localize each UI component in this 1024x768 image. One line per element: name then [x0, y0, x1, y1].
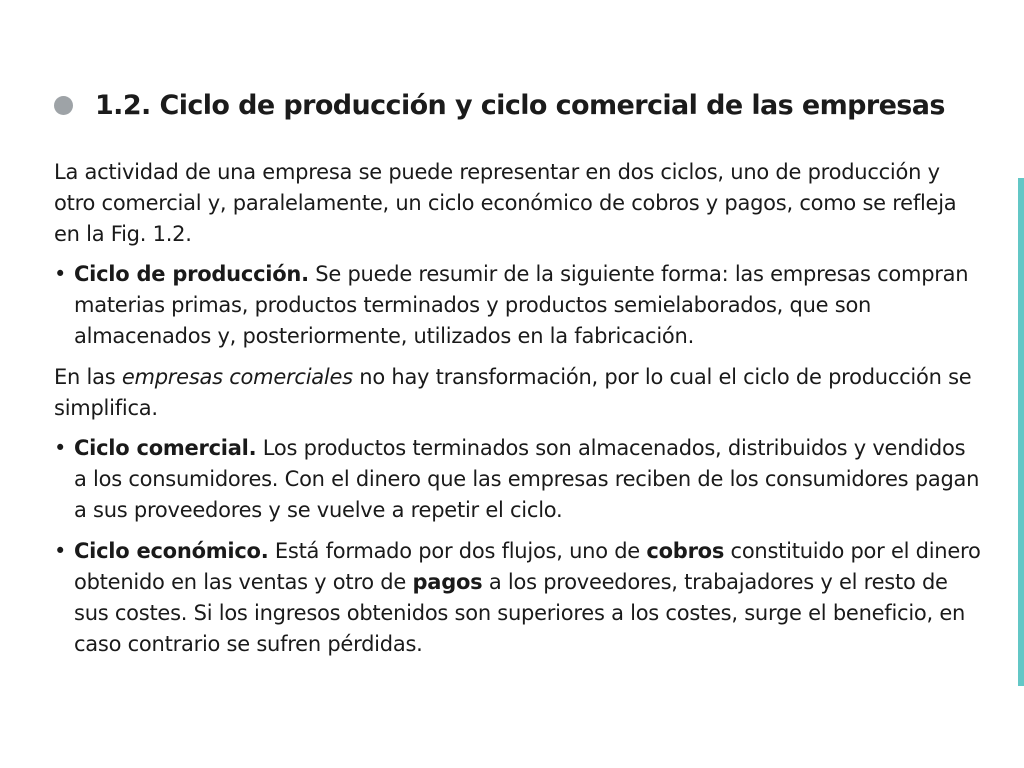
bullet-icon: •	[54, 262, 67, 286]
list-item-production-cycle	[54, 259, 984, 352]
term-commercial-cycle: Ciclo comercial.	[74, 436, 257, 460]
commercial-companies-paragraph	[54, 362, 984, 424]
term-economic-cycle: Ciclo económico.	[74, 539, 269, 563]
list-item-economic-cycle	[54, 536, 984, 660]
bullet-icon: •	[54, 436, 67, 460]
note-text-after: no hay transformación, por lo cual el ciclo de producción se simplifica.	[54, 365, 972, 420]
economic-cycle-text-b: constituido por el dinero obtenido en las ventas y otro de	[74, 539, 981, 594]
body-text	[54, 157, 984, 670]
commercial-cycle-text: Los productos terminados son almacenados, distribuidos y vendidos a los consumidores. Con el dinero que las empresas reciben de los consumidores pagan a sus proveedores y se vuelve a repetir el ciclo.	[74, 436, 980, 522]
economic-cycle-text-c: a los proveedores, trabajadores y el resto de sus costes. Si los ingresos obtenidos son superiores a los costes, surge el beneficio, en caso contrario se sufren pérdidas.	[74, 570, 966, 656]
section-title: 1.2. Ciclo de producción y ciclo comercial de las empresas	[95, 90, 945, 121]
heading-bullet-icon	[54, 96, 73, 115]
term-pagos: pagos	[412, 570, 483, 594]
economic-cycle-text-a: Está formado por dos flujos, uno de	[268, 539, 647, 563]
production-cycle-text: Se puede resumir de la siguiente forma: las empresas compran materias primas, productos terminados y productos semielaborados, que son almacenados y, posteriormente, utilizados en la fabricación.	[74, 262, 969, 348]
side-accent-bar	[1018, 178, 1024, 686]
bullet-icon: •	[54, 539, 67, 563]
intro-paragraph: La actividad de una empresa se puede representar en dos ciclos, uno de producción y otro comercial y, paralelamente, un ciclo económico de cobros y pagos, como se refleja en la Fig. 1.2.	[54, 160, 957, 246]
term-production-cycle: Ciclo de producción.	[74, 262, 309, 286]
note-text-before: En las	[54, 365, 122, 389]
section-heading	[54, 90, 984, 121]
list-item-commercial-cycle	[54, 433, 984, 526]
term-cobros: cobros	[646, 539, 725, 563]
note-emphasis: empresas comerciales	[121, 365, 353, 389]
